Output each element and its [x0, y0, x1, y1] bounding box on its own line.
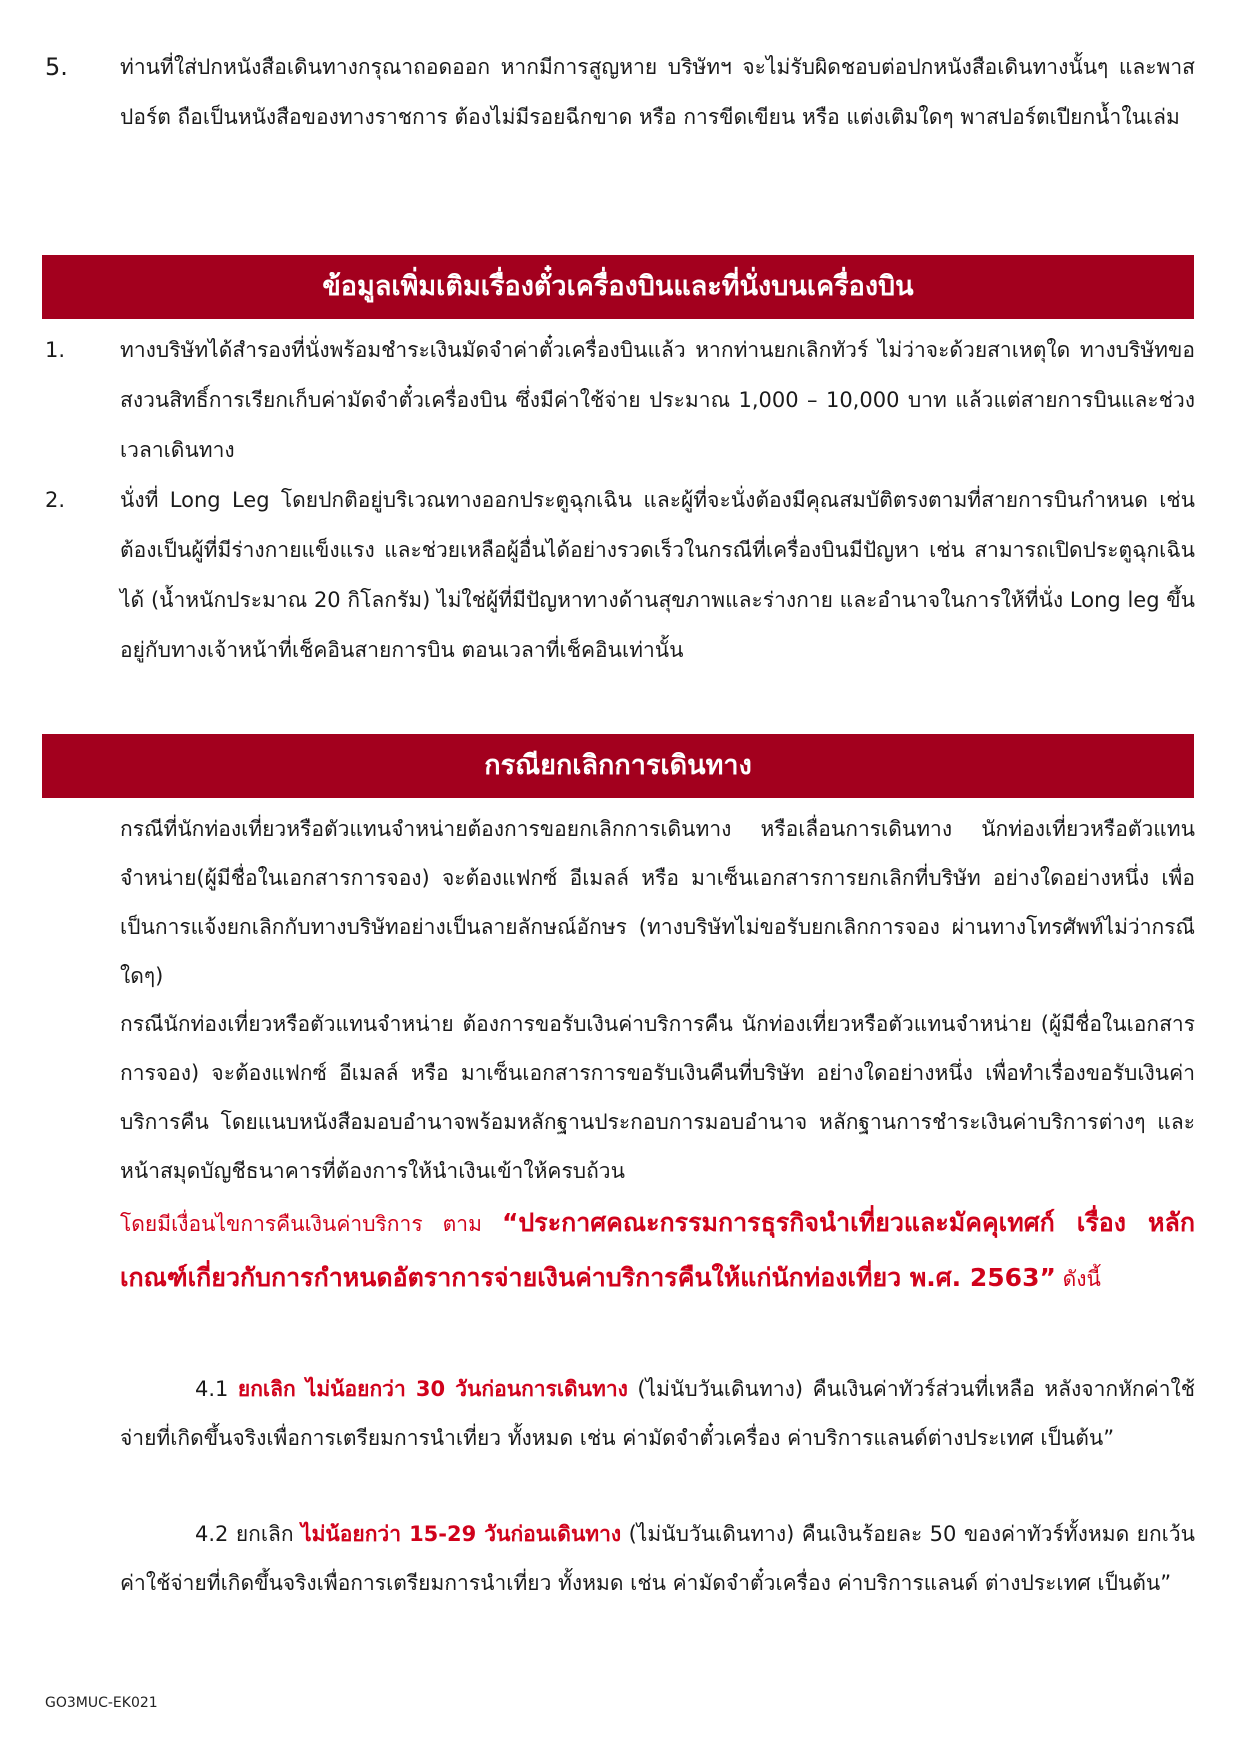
item-number: 2. — [45, 488, 66, 512]
item-number: 1. — [45, 338, 66, 362]
rule-text: (ไม่นับวันเดินทาง) คืนเงินร้อยละ 50 ของค่าทัวร์ทั้งหมด ยกเว้น ค่าใช้จ่ายที่เกิดขึ้นจริงเพื่อการเตรียมการนำเที่ยว ทั้งหมด เช่น ค่ามัดจำตั๋วเครื่อง ค่าบริการแลนด์ ต่างประเทศ เป็นต้น” — [120, 1522, 1195, 1595]
list-item-2 — [45, 475, 1195, 675]
rule-period: ไม่น้อยกว่า 30 วันก่อนการเดินทาง — [295, 1377, 628, 1401]
rule-number: 4.1 — [195, 1377, 238, 1401]
item-text: นั่งที่ Long Leg โดยปกติอยู่บริเวณทางออกประตูฉุกเฉิน และผู้ที่จะนั่งต้องมีคุณสมบัติตรงตามที่สายการบินกำหนด เช่น ต้องเป็นผู้ที่มีร่างกายแข็งแรง และช่วยเหลือผู้อื่นได้อย่างรวดเร็วในกรณีที่เครื่องบินมีปัญหา เช่น สามารถเปิดประตูฉุกเฉินได้ (น้ำหนักประมาณ 20 กิโลกรัม) ไม่ใช่ผู้ที่มีปัญหาทางด้านสุขภาพและร่างกาย และอำนาจในการให้ที่นั่ง Long leg ขึ้นอยู่กับทางเจ้าหน้าที่เช็คอินสายการบิน ตอนเวลาที่เช็คอินเท่านั้น — [120, 488, 1195, 662]
list-item-5 — [45, 42, 1195, 192]
section-header-seats: ข้อมูลเพิ่มเติมเรื่องตั๋วเครื่องบินและที่นั่งบนเครื่องบิน — [42, 255, 1194, 319]
item-text: ท่านที่ใส่ปกหนังสือเดินทางกรุณาถอดออก หากมีการสูญหาย บริษัทฯ จะไม่รับผิดชอบต่อปกหนังสือเดินทางนั้นๆ และพาสปอร์ต ถือเป็นหนังสือของทางราชการ ต้องไม่มีรอยฉีกขาด หรือ การขีดเขียน หรือ แต่งเติมใดๆ พาสปอร์ตเปียกน้ำในเล่ม — [120, 55, 1195, 129]
condition-prefix: โดยมีเงื่อนไขการคืนเงินค่าบริการ ตาม — [120, 1212, 502, 1236]
item-number: 5. — [45, 53, 68, 81]
refund-condition — [120, 1196, 1195, 1306]
item-text: ทางบริษัทได้สำรองที่นั่งพร้อมชำระเงินมัดจำค่าตั๋วเครื่องบินแล้ว หากท่านยกเลิกทัวร์ ไม่ว่าจะด้วยสาเหตุใด ทางบริษัทขอสงวนสิทธิ์การเรียกเก็บค่ามัดจำตั๋วเครื่องบิน ซึ่งมีค่าใช้จ่าย ประมาณ 1,000 – 10,000 บาท แล้วแต่สายการบินและช่วงเวลาเดินทาง — [120, 338, 1195, 462]
refund-rule-4-2 — [120, 1510, 1195, 1608]
list-item-1 — [45, 325, 1195, 475]
rule-cancel-label: ยกเลิก — [237, 1377, 296, 1401]
rule-text: (ไม่นับวันเดินทาง) คืนเงินค่าทัวร์ส่วนที่เหลือ หลังจากหักค่าใช้จ่ายที่เกิดขึ้นจริงเพื่อการเตรียมการนำเที่ยว ทั้งหมด เช่น ค่ามัดจำตั๋วเครื่อง ค่าบริการแลนด์ต่างประเทศ เป็นต้น” — [120, 1377, 1195, 1450]
rule-number: 4.2 ยกเลิก — [195, 1522, 302, 1546]
refund-rule-4-1 — [120, 1365, 1195, 1463]
section-header-cancel: กรณียกเลิกการเดินทาง — [42, 734, 1194, 798]
condition-announcement: “ประกาศคณะกรรมการธุรกิจนำเที่ยวและมัคคุเทศก์ เรื่อง หลักเกณฑ์เกี่ยวกับการกำหนดอัตราการจ่ายเงินค่าบริการคืนให้แก่นักท่องเที่ยว พ.ศ. 2563” — [120, 1208, 1195, 1292]
cancel-paragraph-1: กรณีที่นักท่องเที่ยวหรือตัวแทนจำหน่ายต้องการขอยกเลิกการเดินทาง หรือเลื่อนการเดินทาง นักท่องเที่ยวหรือตัวแทนจำหน่าย(ผู้มีชื่อในเอกสารการจอง) จะต้องแฟกซ์ อีเมลล์ หรือ มาเซ็นเอกสารการยกเลิกที่บริษัท อย่างใดอย่างหนึ่ง เพื่อเป็นการแจ้งยกเลิกกับทางบริษัทอย่างเป็นลายลักษณ์อักษร (ทางบริษัทไม่ขอรับยกเลิกการจอง ผ่านทางโทรศัพท์ไม่ว่ากรณีใดๆ) — [120, 817, 1195, 988]
document-code: GO3MUC-EK021 — [45, 1695, 158, 1711]
rule-period: ไม่น้อยกว่า 15-29 วันก่อนเดินทาง — [301, 1522, 622, 1546]
condition-suffix: ดังนี้ — [1055, 1267, 1101, 1291]
refund-paragraph: กรณีนักท่องเที่ยวหรือตัวแทนจำหน่าย ต้องการขอรับเงินค่าบริการคืน นักท่องเที่ยวหรือตัวแทนจำหน่าย (ผู้มีชื่อในเอกสารการจอง) จะต้องแฟกซ์ อีเมลล์ หรือ มาเซ็นเอกสารการขอรับเงินคืนที่บริษัท อย่างใดอย่างหนึ่ง เพื่อทำเรื่องขอรับเงินค่าบริการคืน โดยแนบหนังสือมอบอำนาจพร้อมหลักฐานประกอบการมอบอำนาจ หลักฐานการชำระเงินค่าบริการต่างๆ และหน้าสมุดบัญชีธนาคารที่ต้องการให้นำเงินเข้าให้ครบถ้วน — [120, 1012, 1195, 1183]
